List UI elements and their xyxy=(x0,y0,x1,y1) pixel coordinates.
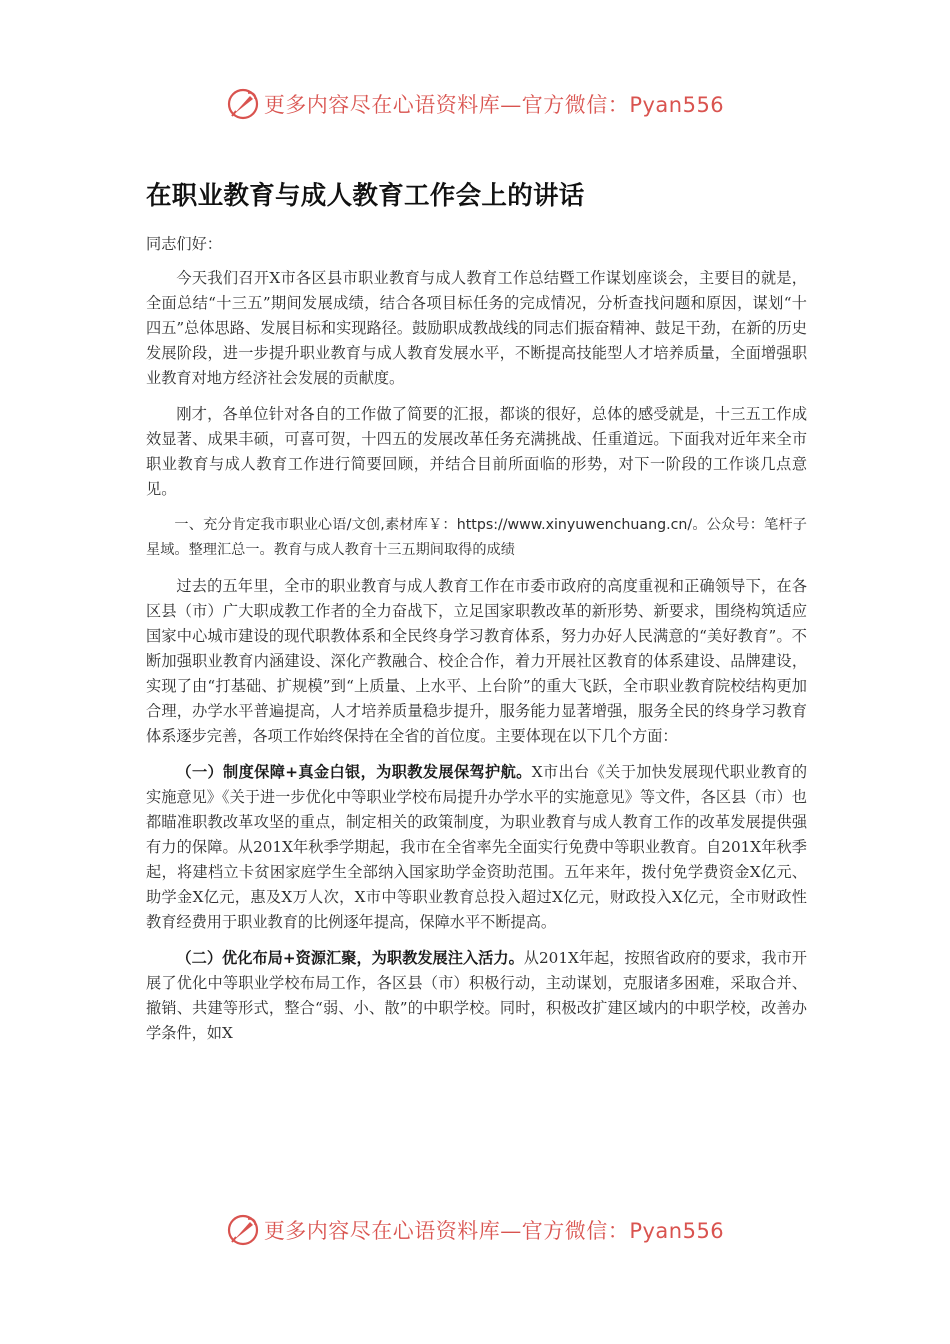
paragraph-intro: 今天我们召开X市各区县市职业教育与成人教育工作总结暨工作谋划座谈会，主要目的就是，全面总结“十三五”期间发展成绩，结合各项目标任务的完成情况，分析查找问题和原因，谋划“十四五”总体思路、发展目标和实现路径。鼓励职成教战线的同志们振奋精神、鼓足干劲，在新的历史发展阶段，进一步提升职业教育与成人教育发展水平，不断提高技能型人才培养质量，全面增强职业教育对地方经济社会发展的贡献度。 xyxy=(146,269,807,387)
banner-wechat-id: Pyan556 xyxy=(629,93,725,117)
paragraph-subsection-1 xyxy=(146,760,807,935)
subsection-1-title: （一）制度保障+真金白银，为职教发展保驾护航。 xyxy=(176,763,532,781)
banner-text: 更多内容尽在心语资料库—官方微信： xyxy=(263,93,630,117)
paragraph-subsection-2 xyxy=(146,946,807,1046)
section-heading-1: 一、充分肯定我市职业心语/文创,素材库￥：https://www.xinyuwenchuang.cn/。公众号：笔杆子星域。整理汇总一。教育与成人教育十三五期间取得的成绩 xyxy=(146,517,807,558)
subsection-1-text: X市出台《关于加快发展现代职业教育的实施意见》《关于进一步优化中等职业学校布局提升办学水平的实施意见》等文件，各区县（市）也都瞄准职教改革攻坚的重点，制定相关的政策制度，为职业教育与成人教育工作的改革发展提供强有力的保障。从201X年秋季学期起，我市在全省率先全面实行免费中等职业教育。自201X年秋季起，将建档立卡贫困家庭学生全部纳入国家助学金资助范围。五年来年，拨付免学费资金X亿元、助学金X亿元，惠及X万人次，X市中等职业教育总投入超过X亿元，财政投入X亿元，全市财政性教育经费用于职业教育的比例逐年提高，保障水平不断提高。 xyxy=(146,763,808,931)
banner-text: 更多内容尽在心语资料库—官方微信： xyxy=(263,1219,630,1243)
document-body xyxy=(146,232,807,1057)
banner-wechat-id: Pyan556 xyxy=(629,1219,725,1243)
quill-circle-icon xyxy=(226,87,260,121)
paragraph-summary: 刚才，各单位针对各自的工作做了简要的汇报，都谈的很好，总体的感受就是，十三五工作成效显著、成果丰硕，可喜可贺，十四五的发展改革任务充满挑战、任重道远。下面我对近年来全市职业教育与成人教育工作进行简要回顾，并结合目前所面临的形势，对下一阶段的工作谈几点意见。 xyxy=(146,405,807,498)
subsection-2-title: （二）优化布局+资源汇聚，为职教发展注入活力。 xyxy=(176,949,524,967)
bottom-banner xyxy=(0,1210,950,1250)
greeting: 同志们好： xyxy=(146,235,222,253)
quill-circle-icon xyxy=(226,1213,260,1247)
subsection-2-text: 从201X年起，按照省政府的要求，我市开展了优化中等职业学校布局工作，各区县（市）积极行动，主动谋划，克服诸多困难，采取合并、撤销、共建等形式，整合“弱、小、散”的中职学校。同时，积极改扩建区域内的中职学校，改善办学条件，如X xyxy=(146,949,807,1042)
page-title: 在职业教育与成人教育工作会上的讲话 xyxy=(146,181,585,211)
paragraph-review: 过去的五年里，全市的职业教育与成人教育工作在市委市政府的高度重视和正确领导下，在各区县（市）广大职成教工作者的全力奋战下，立足国家职教改革的新形势、新要求，围绕构筑适应国家中心城市建设的现代职教体系和全民终身学习教育体系，努力办好人民满意的“美好教育”。不断加强职业教育内涵建设、深化产教融合、校企合作，着力开展社区教育的体系建设、品牌建设，实现了由“打基础、扩规模”到“上质量、上水平、上台阶”的重大飞跃，全市职业教育院校结构更加合理，办学水平普遍提高，人才培养质量稳步提升，服务能力显著增强，服务全民的终身学习教育体系逐步完善，各项工作始终保持在全省的首位度。主要体现在以下几个方面： xyxy=(146,577,807,745)
top-banner xyxy=(0,84,950,124)
